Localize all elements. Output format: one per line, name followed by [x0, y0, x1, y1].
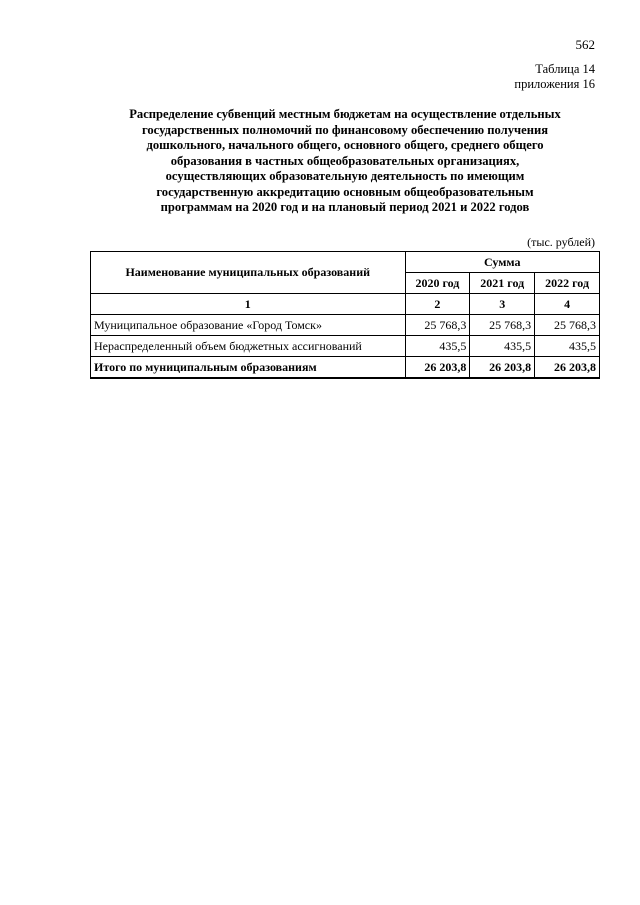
- header-sum: Сумма: [405, 252, 600, 273]
- table-ref-line2: приложения 16: [514, 77, 595, 91]
- subvention-table: [90, 251, 600, 379]
- total-name: Итого по муниципальным образованиям: [91, 357, 406, 379]
- total-value-2022: 26 203,8: [535, 357, 600, 379]
- row-value-2020: 25 768,3: [405, 315, 470, 336]
- title-line: осуществляющих образовательную деятельность по имеющим: [165, 169, 525, 183]
- title-line: государственных полномочий по финансовому обеспечению получения: [141, 122, 549, 137]
- row-value-2022: 435,5: [535, 336, 600, 357]
- row-name: Муниципальное образование «Город Томск»: [91, 315, 406, 336]
- header-name: Наименование муниципальных образований: [91, 252, 406, 294]
- row-value-2022: 25 768,3: [535, 315, 600, 336]
- header-year-2022: 2022 год: [535, 273, 600, 294]
- title-line: Распределение субвенций местным бюджетам на осуществление отдельных: [129, 107, 561, 121]
- table-row: [91, 336, 600, 357]
- page-number: 562: [575, 37, 595, 52]
- title-line: государственную аккредитацию основным общеобразовательным: [156, 184, 534, 199]
- col-number: 4: [535, 294, 600, 315]
- title-line: дошкольного, начального общего, основного общего, среднего общего: [146, 138, 544, 152]
- column-number-row: [91, 294, 600, 315]
- row-value-2021: 25 768,3: [470, 315, 535, 336]
- total-row: [91, 357, 600, 379]
- col-number: 2: [405, 294, 470, 315]
- total-value-2020: 26 203,8: [405, 357, 470, 379]
- row-value-2021: 435,5: [470, 336, 535, 357]
- header-row: [91, 252, 600, 273]
- col-number: 3: [470, 294, 535, 315]
- title-line: образования в частных общеобразовательных организациях,: [170, 153, 520, 168]
- table-reference: [514, 62, 595, 92]
- table-ref-line1: Таблица 14: [535, 62, 595, 76]
- col-number: 1: [91, 294, 406, 315]
- row-name: Нераспределенный объем бюджетных ассигнований: [91, 336, 406, 357]
- header-year-2021: 2021 год: [470, 273, 535, 294]
- table-row: [91, 315, 600, 336]
- title-line: программам на 2020 год и на плановый период 2021 и 2022 годов: [160, 200, 530, 214]
- units-label: (тыс. рублей): [527, 235, 595, 249]
- row-value-2020: 435,5: [405, 336, 470, 357]
- total-value-2021: 26 203,8: [470, 357, 535, 379]
- header-year-2020: 2020 год: [405, 273, 470, 294]
- document-title: [90, 107, 600, 216]
